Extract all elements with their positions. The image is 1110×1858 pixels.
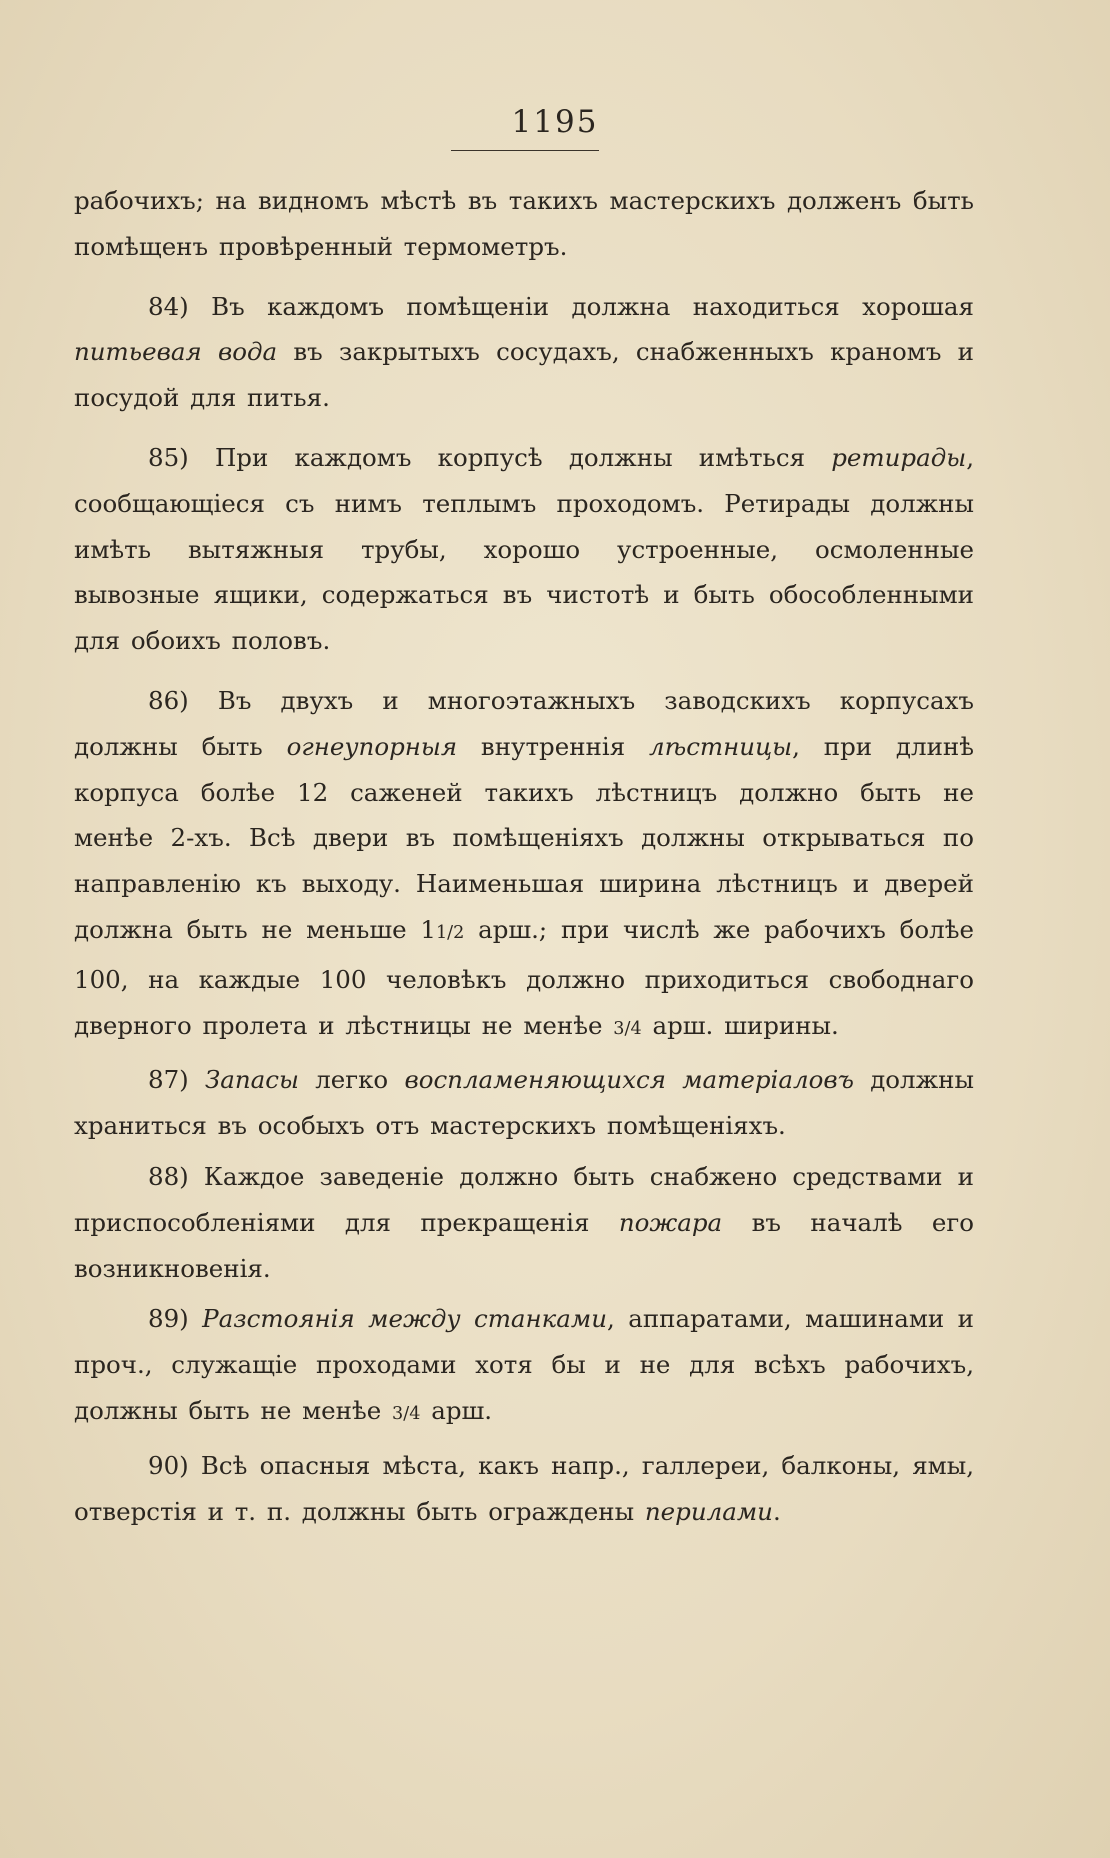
paragraph-85 <box>74 435 974 664</box>
italic-text: перилами <box>644 1496 773 1526</box>
paragraph-number: 90) <box>148 1450 201 1480</box>
paragraph-number: 86) <box>148 685 218 715</box>
italic-text: пожара <box>618 1207 723 1237</box>
italic-text: лѣстницы <box>648 731 793 761</box>
text-run: въ началѣ его возникновенія. <box>74 1207 974 1283</box>
text-run: должны храниться въ особыхъ отъ мастерскихъ помѣщеніяхъ. <box>74 1065 974 1141</box>
text-run: . <box>772 1496 781 1526</box>
text-run: При каждомъ корпусѣ должны имѣться <box>214 442 832 472</box>
text-run: легко <box>298 1065 405 1095</box>
text-run: Всѣ опасныя мѣста, какъ напр., галлереи, балконы, ямы, отверстія и т. п. должны быть ограждены <box>74 1450 974 1526</box>
page-number: 1195 <box>511 104 599 140</box>
paragraph-continued <box>74 178 974 270</box>
italic-text: ретирады <box>831 442 967 472</box>
paragraph-number: 89) <box>148 1304 203 1334</box>
text-run: , при длинѣ корпуса болѣе 12 саженей такихъ лѣстницъ должно быть не менѣе 2-хъ. Всѣ двери въ помѣщеніяхъ должны открываться по направленію къ выходу. Наименьшая ширина лѣстницъ и дверей должна быть не меньше 1 <box>74 731 974 944</box>
paragraph-87 <box>74 1057 974 1149</box>
paragraph-86 <box>74 678 974 1052</box>
paragraph-number: 87) <box>148 1065 205 1095</box>
italic-text: Разстоянія между станками <box>202 1304 608 1334</box>
paragraph-90 <box>74 1443 974 1535</box>
italic-text: огнеупорныя <box>286 731 458 761</box>
paragraph-88 <box>74 1154 974 1291</box>
text-run: внутреннія <box>457 731 649 761</box>
text-run: рабочихъ; на видномъ мѣстѣ въ такихъ мастерскихъ долженъ быть помѣщенъ провѣренный термометръ. <box>74 186 974 261</box>
fraction-text: 3/4 <box>392 1403 421 1424</box>
paragraph-number: 88) <box>148 1161 204 1191</box>
italic-text: воспламеняющихся матеріаловъ <box>404 1065 854 1095</box>
paragraph-number: 85) <box>148 442 215 472</box>
text-run: , сообщающіеся съ нимъ теплымъ проходомъ. Ретирады должны имѣть вытяжныя трубы, хорошо устроенные, осмоленные вывозные ящики, содержаться въ чистотѣ и быть обособленными для обоихъ половъ. <box>74 442 974 656</box>
text-run: арш. ширины. <box>641 1010 839 1040</box>
italic-text: Запасы <box>205 1065 299 1095</box>
text-run: Каждое заведеніе должно быть снабжено средствами и приспособленіями для прекращенія <box>74 1161 974 1237</box>
text-run: Въ двухъ и многоэтажныхъ заводскихъ корпусахъ должны быть <box>74 685 974 761</box>
text-run: арш. <box>420 1395 493 1425</box>
paragraph-number: 84) <box>148 291 212 321</box>
text-run: , аппаратами, машинами и проч., служащіе проходами хотя бы и не для всѣхъ рабочихъ, должны быть не менѣе <box>74 1304 974 1425</box>
document-body <box>74 178 974 1534</box>
fraction-text: 1/2 <box>435 922 465 943</box>
text-run: въ закрытыхъ сосудахъ, снабженныхъ краномъ и посудой для питья. <box>74 337 975 413</box>
text-run: Въ каждомъ помѣщеніи должна находиться хорошая <box>211 291 974 321</box>
italic-text: питьевая вода <box>74 337 278 367</box>
fraction-text: 3/4 <box>613 1018 642 1039</box>
page-number-rule <box>451 150 599 151</box>
paragraph-84 <box>74 284 974 421</box>
paragraph-89 <box>74 1296 974 1437</box>
text-run: арш.; при числѣ же рабочихъ болѣе 100, на каждые 100 человѣкъ должно приходиться свободнаго дверного пролета и лѣстницы не менѣе <box>74 914 974 1040</box>
